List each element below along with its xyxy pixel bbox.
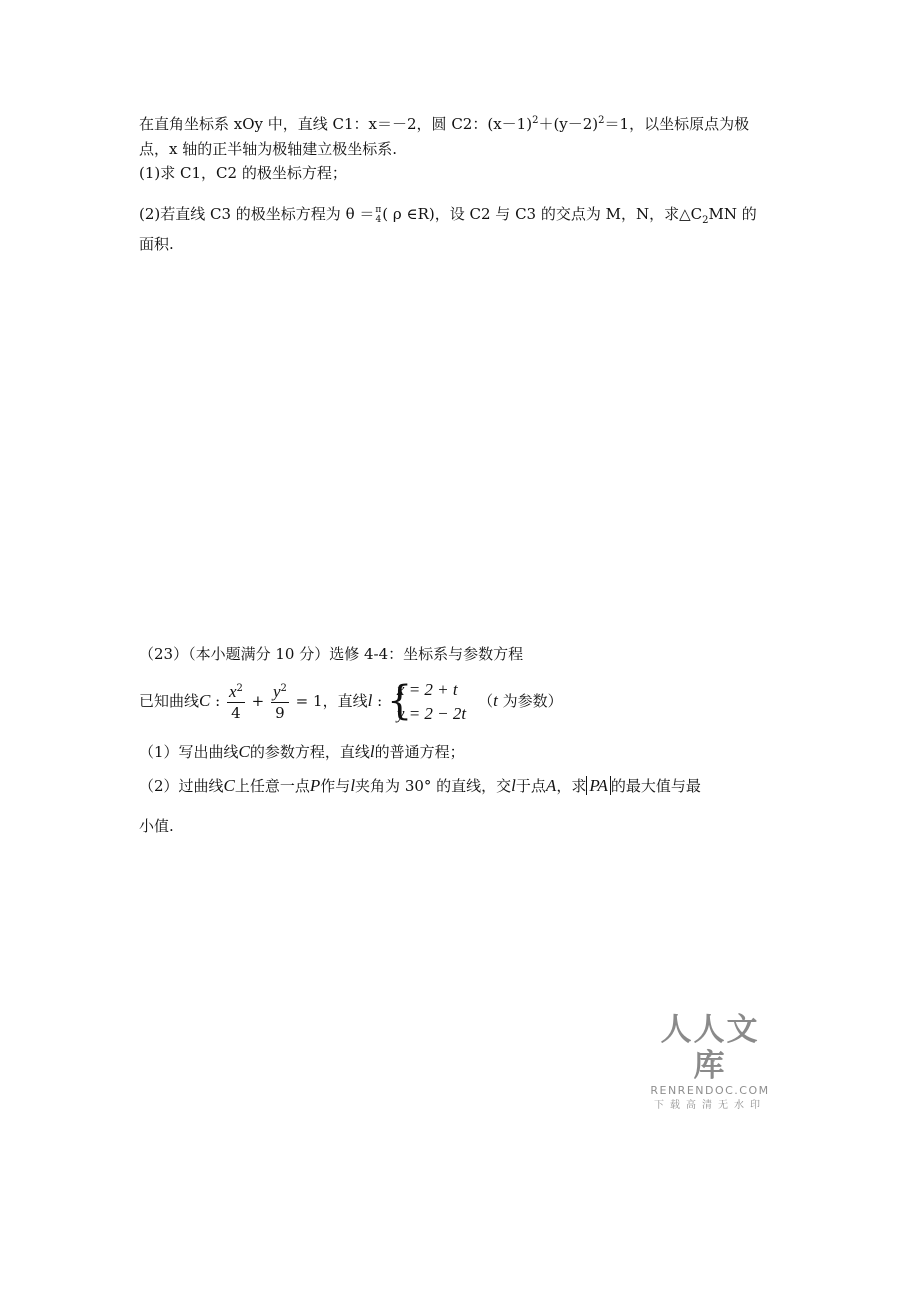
abs-pa: PA — [586, 776, 611, 795]
watermark-logo-text: 人人文库 — [660, 1012, 760, 1084]
p23-q2-line2: 小值. — [139, 817, 174, 835]
p23-q2: （2）过曲线C上任意一点P作与l夹角为 30° 的直线，交l于点A，求 PA 的最大值与最 — [139, 776, 701, 795]
y2-over-9-fraction: $\frac{y^2}{9}$ — [272, 681, 287, 722]
p23-q1: （1）写出曲线C的参数方程，直线l的普通方程； — [139, 742, 465, 761]
left-brace-icon: { — [386, 678, 413, 724]
watermark-tagline: 下载高清无水印 — [654, 1100, 766, 1111]
watermark-url: RENRENDOC.COM — [650, 1084, 770, 1097]
p22-part2: (2)若直线 C3 的极坐标方程为 θ ＝ π 4 ( ρ ∈R)，设 C2 与 C3 的交点为 M，N，求$\triangle C_2MN$ 的 — [139, 205, 757, 226]
p22-line2: 点，x 轴的正半轴为极轴建立极坐标系. — [139, 140, 397, 158]
p22-line1: 在直角坐标系 xOy 中，直线 C1：x＝－2，圆 C2：$(x-1)^2+(y-2)^2=1$，以坐标原点为极 — [139, 115, 750, 133]
parametric-system: { x = 2 + t y = 2 − 2t — [386, 678, 467, 724]
renrendoc-watermark — [645, 1012, 775, 1114]
p22-part1: (1)求 C1，C2 的极坐标方程； — [139, 164, 347, 182]
pi-over-4-fraction: π 4 — [375, 205, 382, 225]
p22-part2-line2: 面积. — [139, 235, 174, 253]
p23-header: （23）（本小题满分 10 分）选修 4-4：坐标系与参数方程 — [139, 645, 524, 663]
x2-over-4-fraction: $\frac{x^2}{4}$ — [228, 681, 243, 722]
p23-given: 已知曲线C : $\frac{x^2}{4}$ + $\frac{y^2}{9}$ = 1，直线l : { x = 2 + t y = 2 − 2t （t 为参数） — [139, 678, 563, 724]
